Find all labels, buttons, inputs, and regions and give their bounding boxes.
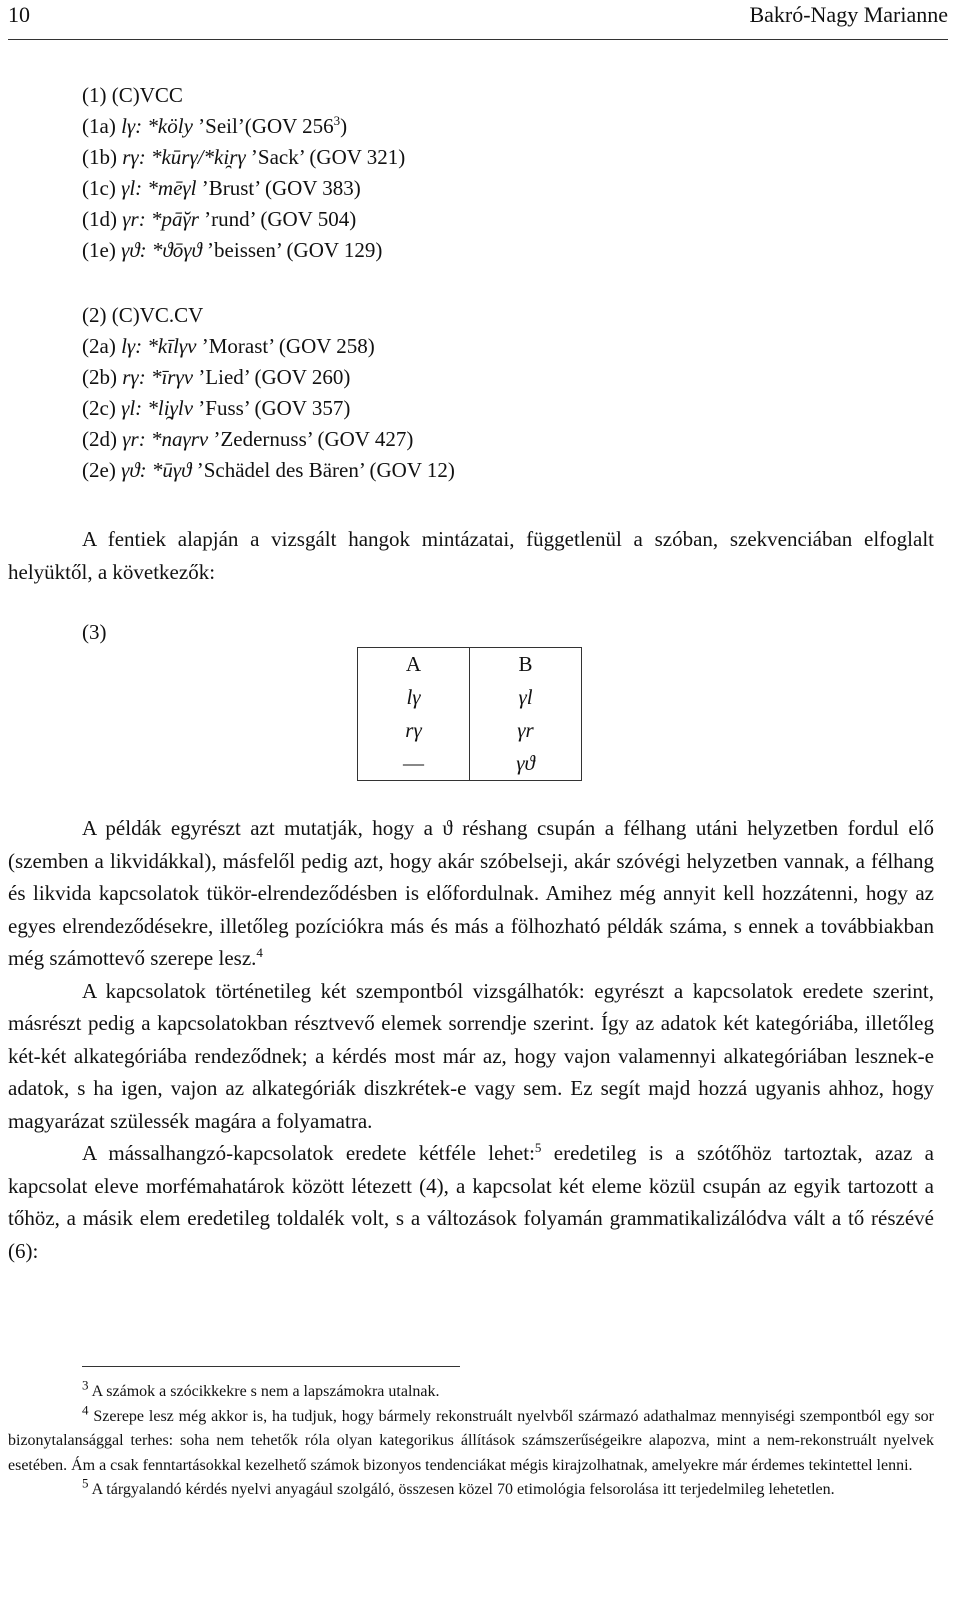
example-item: (2d) γr: *naγrv ’Zedernuss’ (GOV 427) [82,427,414,451]
example-item: (2a) lγ: *kīlγv ’Morast’ (GOV 258) [82,334,375,358]
footnote-ref[interactable]: 3 [333,113,341,128]
running-head-author: Bakró-Nagy Marianne [749,2,948,27]
example-3-label: (3) [82,620,107,644]
table-cell: γr [470,714,582,747]
table-cell: — [358,747,470,781]
footnote-3: $^3$ A számok a szócikkekre s nem a lapszámokra utalnak. [82,1377,440,1400]
example-item: (1b) rγ: *kūrγ/*ki̯rγ ’Sack’ (GOV 321) [82,145,406,169]
example-item: (1c) γl: *mēγl ’Brust’ (GOV 383) [82,176,361,200]
table-header-row [358,648,582,682]
page-number: 10 [8,2,30,27]
pattern-table [357,647,582,781]
example-item: (2e) γϑ: *ūγϑ ’Schädel des Bären’ (GOV 12) [82,458,455,482]
paragraph: A példák egyrészt azt mutatják, hogy a ϑ réshang csupán a félhang utáni helyzetben fordul elő (szemben a likvidákkal), másfelől pedig azt, hogy akár szóbelseji, akár szóvégi helyzetben vannak, a félhang és likvida kapcsolatok tükör-elrendeződésben is előfordulnak. Amihez még annyit kell hozzátenni, hogy az egyes elrendeződésekre, illetőleg pozíciókra más és más a fölhozható példák száma, s ennek a továbbiakban még számottevő szerepe lesz.$^4$ [8,816,934,970]
footnote-rule [82,1366,460,1367]
table-cell: lγ [358,681,470,714]
table-row [358,747,582,781]
footnotes [8,1377,934,1503]
example-heading: (1) (C)VCC [82,83,183,107]
example-item: (1e) γϑ: *ϑōγϑ ’beissen’ (GOV 129) [82,238,383,262]
example-item: (2c) γl: *li̯γlv ’Fuss’ (GOV 357) [82,396,351,420]
footnote-ref[interactable]: 4 [256,945,263,960]
example-heading: (2) (C)VC.CV [82,303,204,327]
example-item: (1d) γr: *pā̆γr ’rund’ (GOV 504) [82,207,357,231]
paragraph: A kapcsolatok történetileg két szempontból vizsgálhatók: egyrészt a kapcsolatok eredete szerint, másrészt pedig a kapcsolatokban résztvevő elemek sorrendje szerint. Így az adatok két kategóriába, illetőleg két-két alkategóriába rendeződnek; a kérdés most már az, hogy vajon valamennyi alkategóriában lesznek-e adatok, s ha igen, vajon az alkategóriák diszkrétek-e vagy sem. Ez segít majd hozzá ugyanis ahhoz, hogy magyarázat szülessék magára a folyamatra. [8,978,934,1133]
footnote-ref[interactable]: 5 [534,1140,542,1155]
example-block-2 [82,300,455,486]
intro-paragraph: A fentiek alapján a vizsgált hangok mintázatai, függetlenül a szóban, szekvenciában elfoglalt helyüktől, a következők: [8,527,934,584]
main-body-text [8,812,934,1267]
example-block-1 [82,80,405,266]
table-cell: γϑ [470,747,582,781]
table-row [358,714,582,747]
table-cell: rγ [358,714,470,747]
table-row [358,681,582,714]
example-item: (2b) rγ: *īrγv ’Lied’ (GOV 260) [82,365,351,389]
example-item: (1a) lγ: *köly ’Seil’(GOV $256^3$) [82,113,348,138]
column-header-a: A [358,648,470,682]
footnote-4: $^4$ Szerepe lesz még akkor is, ha tudjuk, hogy bármely rekonstruált nyelvből származó adathalmaz mennyiségi szempontból egy sor bizonytalansággal terhes: soha nem tehetők róla olyan kategorikus állítások számszerűségeikre alapozva, mint a nem-rekonstruált nyelvek esetében. Ám a csak fenntartásokkal kezelhető számok bizonyos tendenciákat mégis kirajzolhatnak, amelyekre már érdemes tekintettel lenni. [8,1402,934,1474]
footnote-5: $^5$ A tárgyalandó kérdés nyelvi anyagául szolgáló, összesen közel 70 etimológia felsorolása itt terjedelmileg lehetetlen. [82,1475,835,1498]
paragraph: A mássalhangzó-kapcsolatok eredete kétféle lehet:$^5$ eredetileg is a szótőhöz tartoztak, azaz a kapcsolat eleve morfémahatárok között létezett (4), a kapcsolat két eleme közül csupán az egyik tartozott a tőhöz, a másik elem eredetileg toldalék volt, s a változások folyamán grammatikalizálódva vált a tő részévé (6): [8,1140,934,1263]
column-header-b: B [470,648,582,682]
header-rule [8,39,948,40]
table-cell: γl [470,681,582,714]
running-header [8,0,948,30]
